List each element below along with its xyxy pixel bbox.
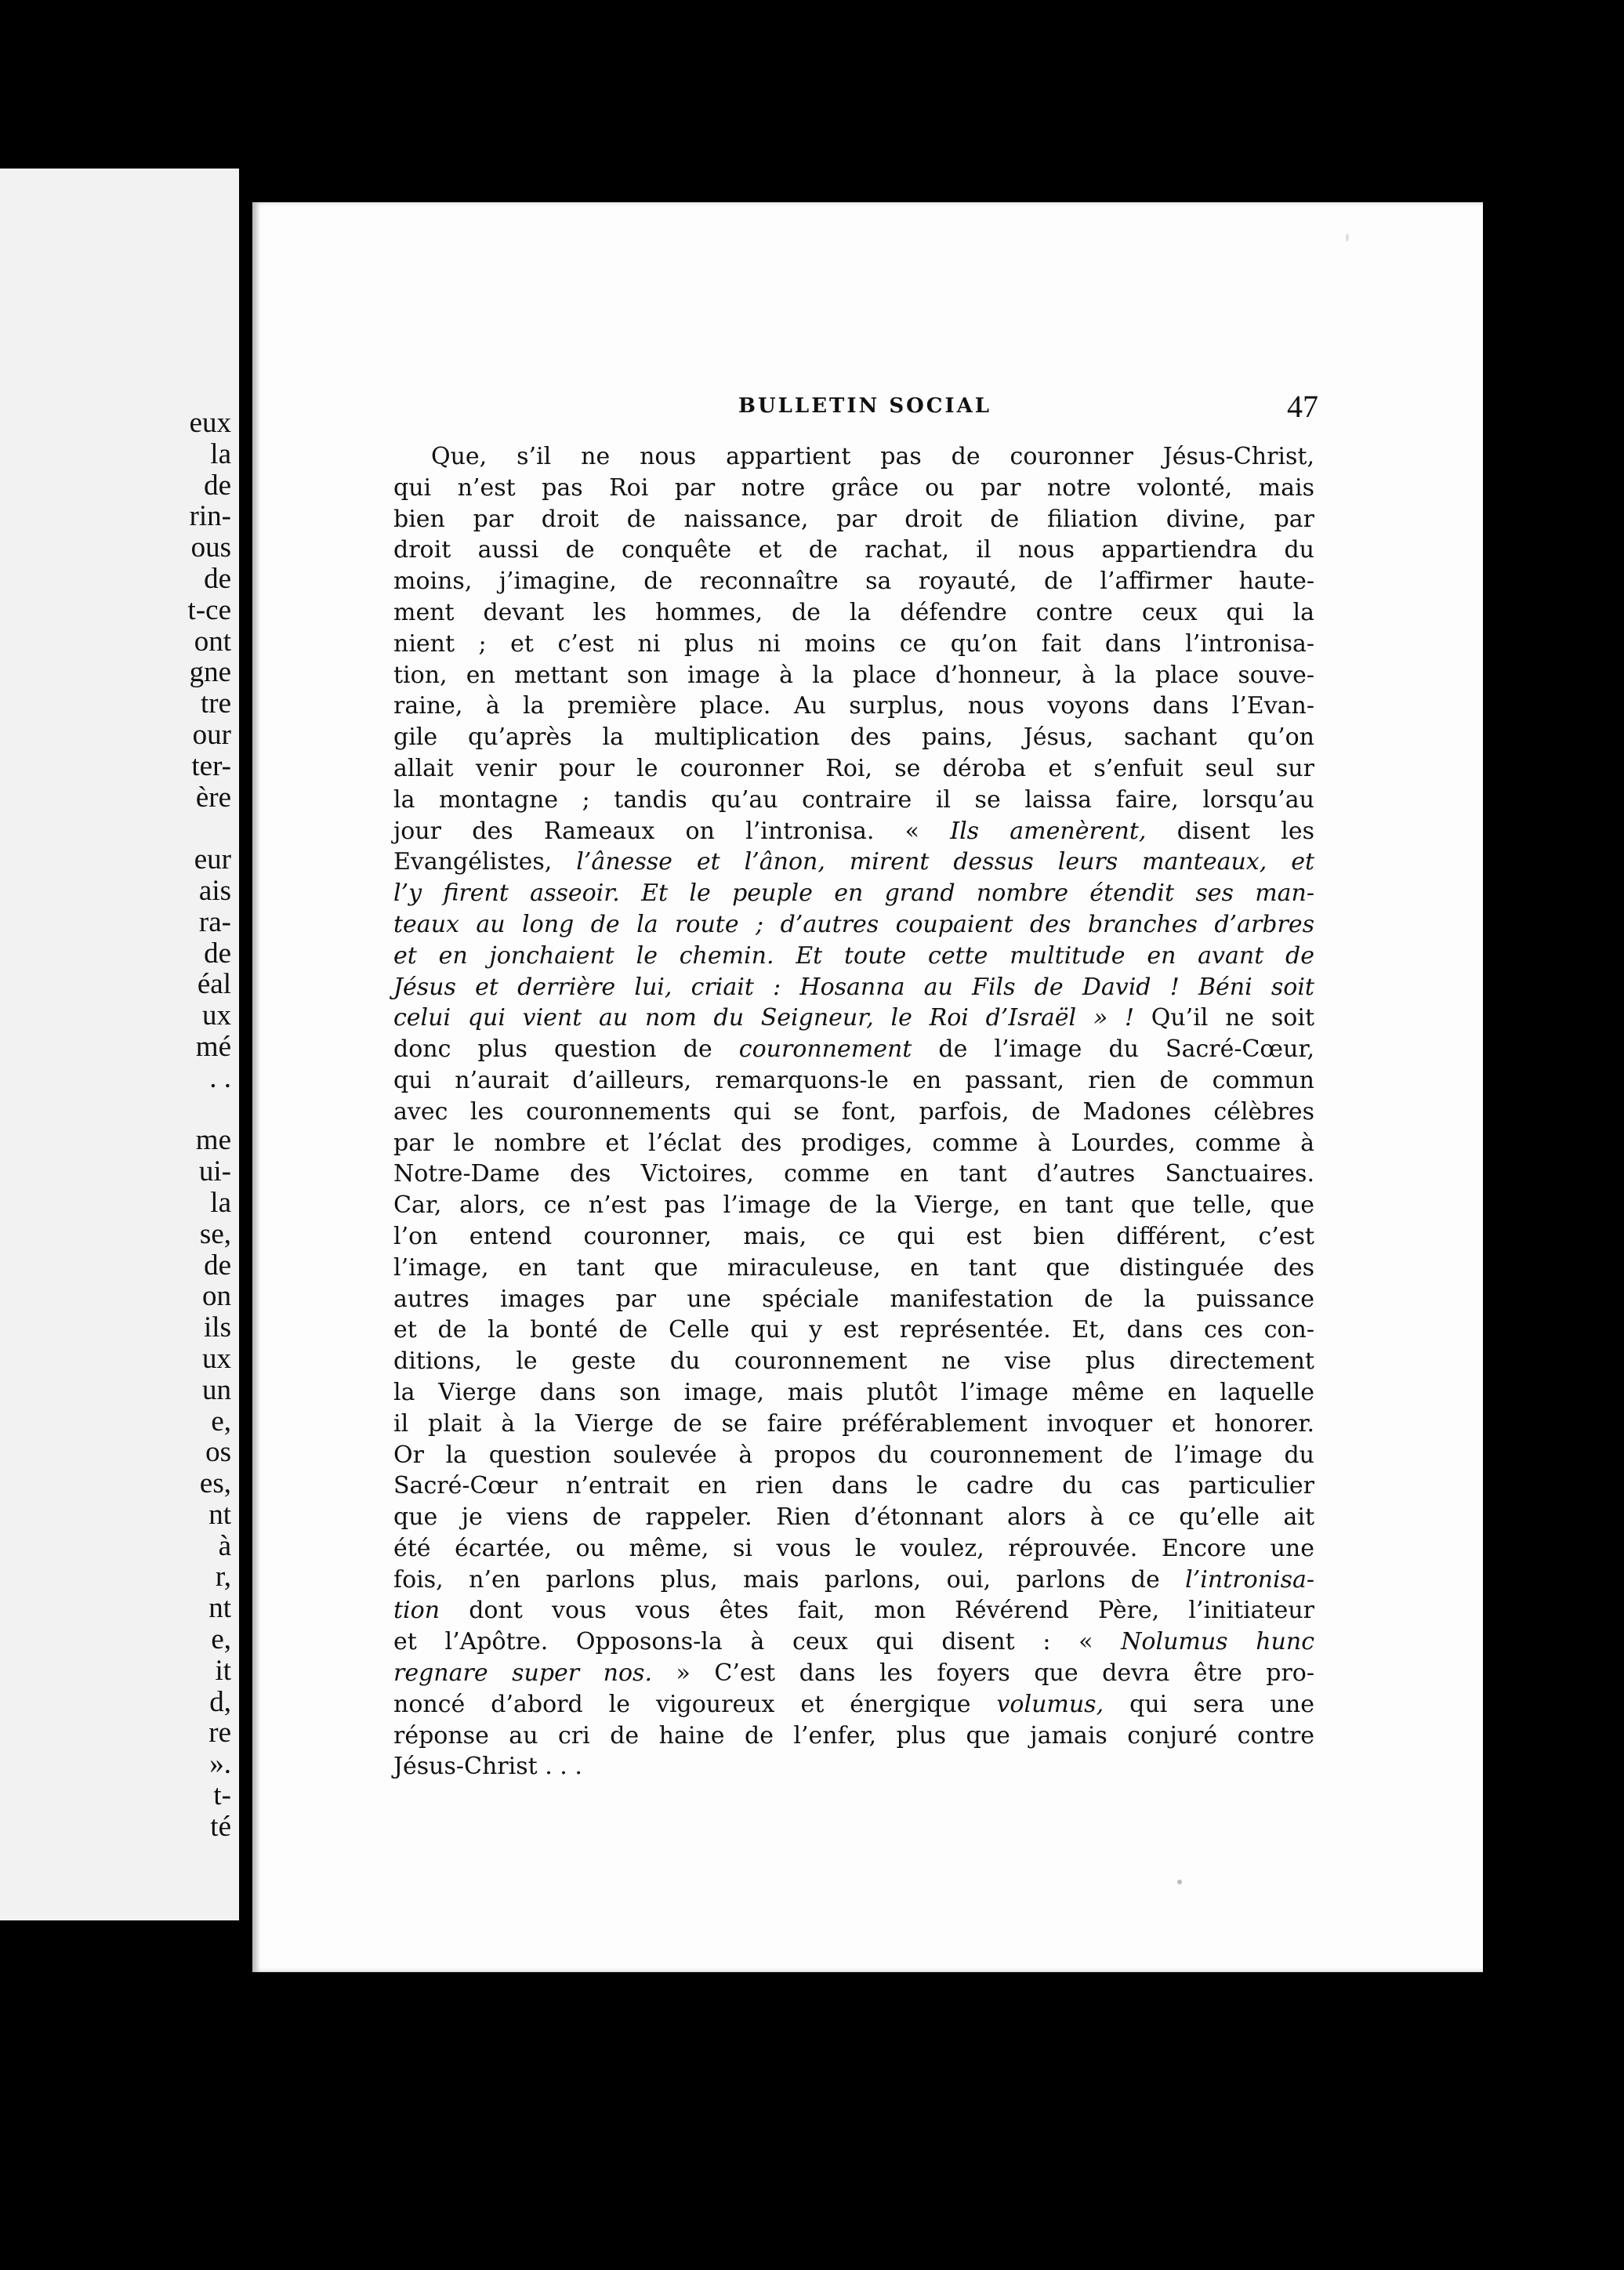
text-run: dont vous vous êtes fait, mon Révérend Père, l’initiateur — [440, 1597, 1314, 1625]
text-line: que je viens de rappeler. Rien d’étonnant alors à ce qu’elle ait — [393, 1503, 1314, 1532]
text-line: et de la bonté de Celle qui y est représentée. Et, dans ces con- — [393, 1316, 1314, 1344]
text-run: jour des Rameaux on l’intronisa. « — [393, 817, 951, 845]
text-line: nient ; et c’est ni plus ni moins ce qu’on fait dans l’intronisa- — [393, 629, 1314, 658]
text-line: par le nombre et l’éclat des prodiges, comme à Lourdes, comme à — [393, 1129, 1314, 1157]
italic-run: Ils amenèrent, — [950, 817, 1147, 845]
text-line: Sacré-Cœur n’entrait en rien dans le cadre du cas particulier — [393, 1472, 1314, 1500]
page-number: 47 — [1287, 389, 1318, 424]
text-line: autres images par une spéciale manifestation de la puissance — [393, 1285, 1314, 1313]
text-line — [393, 941, 1314, 972]
text-run: donc plus question de — [393, 1035, 739, 1064]
text-line — [393, 1626, 1314, 1658]
italic-run: regnare super nos. — [393, 1659, 652, 1688]
text-line: Que, s’il ne nous appartient pas de couronner Jésus-Christ, — [431, 443, 1314, 470]
text-line — [393, 1595, 1314, 1626]
text-run: et l’Apôtre. Opposons-la à ceux qui disent : « — [393, 1628, 1122, 1656]
text-line: Jésus-Christ . . . — [393, 1753, 582, 1781]
text-line: réponse au cri de haine de l’enfer, plus que jamais conjuré contre — [393, 1721, 1314, 1750]
text-run: Evangélistes, — [393, 848, 577, 876]
text-line — [393, 972, 1314, 1003]
italic-run: l’y firent asseoir. Et le peuple en grand nombre étendit ses man- — [393, 879, 1314, 908]
text-line — [393, 847, 1314, 878]
paper-speck — [1177, 1880, 1182, 1884]
text-line — [393, 1658, 1314, 1689]
text-line: ditions, le geste du couronnement ne vise plus directement — [393, 1347, 1314, 1376]
text-line — [393, 816, 1314, 847]
text-line — [393, 1003, 1314, 1034]
text-run: » C’est dans les foyers que devra être pro- — [651, 1659, 1314, 1688]
text-line: tion, en mettant son image à la place d’honneur, à la place souve- — [393, 661, 1314, 689]
italic-run: teaux au long de la route ; d’autres coupaient des branches d’arbres — [393, 910, 1314, 938]
text-line: Or la question soulevée à propos du couronnement de l’image du — [393, 1441, 1314, 1469]
italic-run: et en jonchaient le chemin. Et toute cette multitude en avant de — [393, 941, 1314, 970]
text-line — [393, 909, 1314, 941]
text-line: moins, j’imagine, de reconnaître sa royauté, de l’affirmer haute- — [393, 568, 1314, 596]
text-run: qui sera une — [1104, 1690, 1314, 1718]
left-page-text-fragments: eux la de rin- ous de t-ce ont gne tre our ter- ère eur ais ra- de éal ux mé . . me ui- la se, de on ils ux un e, os es, nt à r, nt e, it d, re ». t- té — [187, 407, 231, 1843]
text-line: Car, alors, ce n’est pas l’image de la Vierge, en tant que telle, que — [393, 1191, 1314, 1220]
text-line: droit aussi de conquête et de rachat, il nous appartiendra du — [393, 536, 1314, 564]
text-line: Notre-Dame des Victoires, comme en tant d’autres Sanctuaires. — [393, 1160, 1314, 1188]
running-head: BULLETIN SOCIAL — [738, 394, 992, 418]
italic-run: l’ânesse et l’ânon, mirent dessus leurs manteaux, et — [576, 848, 1314, 876]
left-page-edge — [0, 169, 239, 1920]
text-run: de l’image du Sacré-Cœur, — [912, 1035, 1315, 1064]
page-header — [252, 389, 1483, 433]
italic-run: celui qui vient au nom du Seigneur, le Roi d’Israël » ! — [393, 1004, 1135, 1032]
italic-run: couronnement — [738, 1035, 912, 1064]
text-line: l’image, en tant que miraculeuse, en tant que distinguée des — [393, 1253, 1314, 1282]
text-line — [393, 1565, 1314, 1596]
text-run: Qu’il ne soit — [1134, 1004, 1315, 1032]
text-line: ment devant les hommes, de la défendre contre ceux qui la — [393, 598, 1314, 626]
body-text — [393, 441, 1314, 1782]
paper-speck — [1346, 234, 1349, 241]
text-line: qui n’est pas Roi par notre grâce ou par notre volonté, mais — [393, 473, 1314, 502]
text-line: la Vierge dans son image, mais plutôt l’image même en laquelle — [393, 1378, 1314, 1406]
italic-run: Jésus et derrière lui, criait : Hosanna au Fils de David ! Béni soit — [393, 973, 1314, 1001]
text-line — [393, 1034, 1314, 1065]
text-line: raine, à la première place. Au surplus, nous voyons dans l’Evan- — [393, 692, 1314, 720]
text-line — [393, 1689, 1314, 1721]
text-line: avec les couronnements qui se font, parfois, de Madones célèbres — [393, 1097, 1314, 1126]
italic-run: tion — [393, 1597, 440, 1625]
text-line: il plait à la Vierge de se faire préférablement invoquer et honorer. — [393, 1409, 1314, 1438]
text-line: gile qu’après la multiplication des pains, Jésus, sachant qu’on — [393, 723, 1314, 752]
text-run: noncé d’abord le vigoureux et énergique — [393, 1690, 997, 1718]
text-line: allait venir pour le couronner Roi, se déroba et s’enfuit seul sur — [393, 754, 1314, 782]
text-line: l’on entend couronner, mais, ce qui est bien différent, c’est — [393, 1222, 1314, 1250]
text-line: la montagne ; tandis qu’au contraire il se laissa faire, lorsqu’au — [393, 785, 1314, 814]
text-line: bien par droit de naissance, par droit de filiation divine, par — [393, 505, 1314, 533]
text-line: été écartée, ou même, si vous le voulez, réprouvée. Encore une — [393, 1534, 1314, 1562]
text-run: fois, n’en parlons plus, mais parlons, oui, parlons de — [393, 1565, 1186, 1594]
italic-run: volumus, — [996, 1690, 1104, 1718]
italic-run: l’intronisa- — [1185, 1565, 1314, 1594]
text-line — [393, 878, 1314, 909]
page — [252, 202, 1483, 1972]
text-run: disent les — [1146, 817, 1314, 845]
italic-run: Nolumus hunc — [1121, 1628, 1314, 1656]
text-line: qui n’aurait d’ailleurs, remarquons-le en passant, rien de commun — [393, 1066, 1314, 1094]
